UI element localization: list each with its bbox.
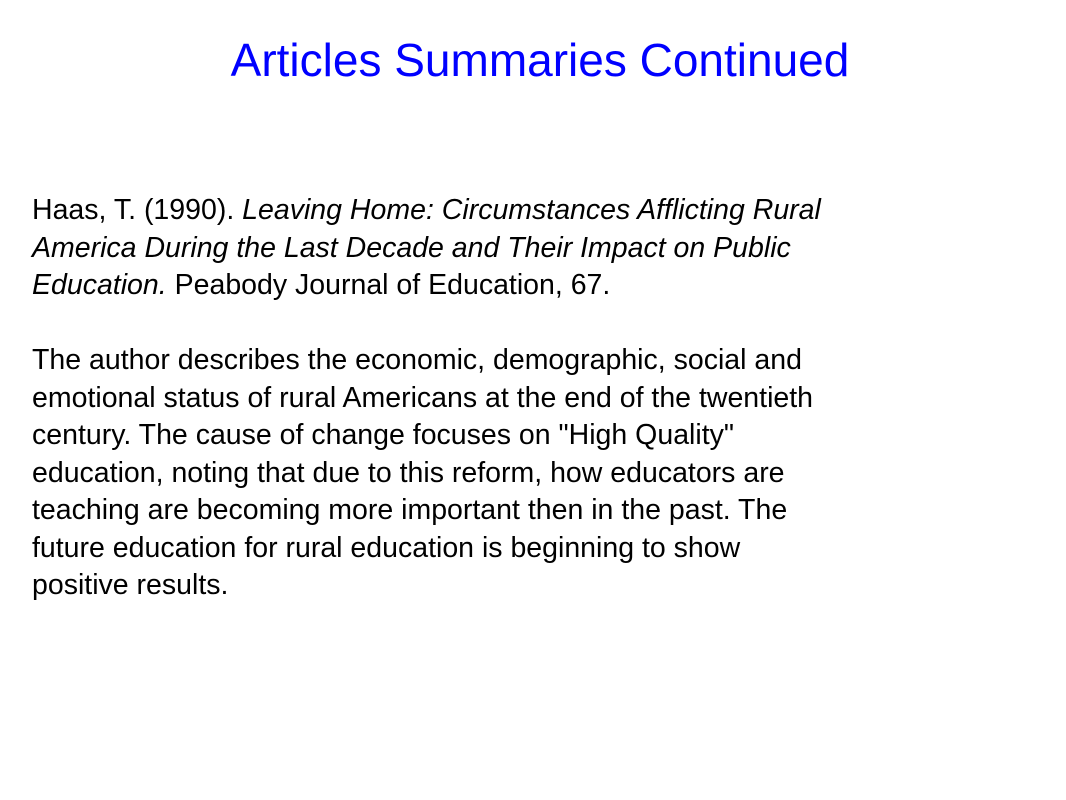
summary-line: future education for rural education is beginning to show <box>32 531 741 564</box>
slide-title: Articles Summaries Continued <box>230 34 850 86</box>
citation-line-3 <box>32 267 1042 305</box>
summary-paragraph <box>32 342 1042 605</box>
citation-line-2 <box>32 230 1042 268</box>
citation-title-part-2: America During the Last Decade and Their Impact on Public <box>32 231 791 264</box>
summary-line: positive results. <box>32 569 229 601</box>
citation-title-part-3: Education. <box>32 269 167 301</box>
citation-title-part-1: Leaving Home: Circumstances Afflicting Rural <box>242 194 821 226</box>
slide-body <box>32 192 1042 605</box>
summary-line: teaching are becoming more important then in the past. The <box>32 494 788 526</box>
summary-line: emotional status of rural Americans at the end of the twentieth <box>32 381 814 414</box>
citation-journal: Peabody Journal of Education, 67. <box>166 269 611 301</box>
summary-line: The author describes the economic, demographic, social and <box>32 344 802 376</box>
citation-line-1 <box>32 192 1042 230</box>
citation-author-year: Haas, T. (1990). <box>32 194 243 226</box>
citation <box>32 192 1042 305</box>
paragraph-gap <box>32 305 1042 343</box>
summary-line: century. The cause of change focuses on "High Quality" <box>32 419 734 451</box>
summary-line: education, noting that due to this reform, how educators are <box>32 456 785 489</box>
